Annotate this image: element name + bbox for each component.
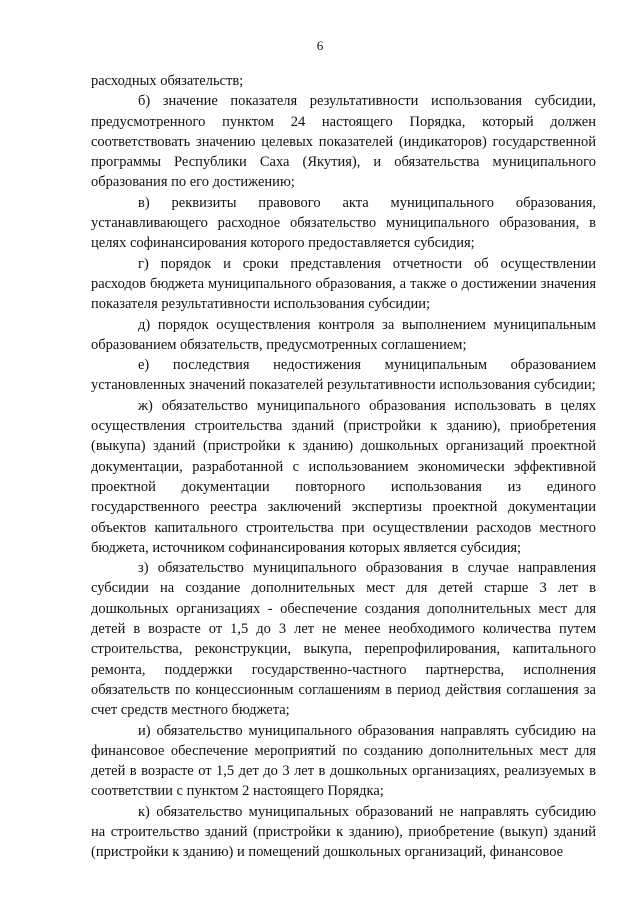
paragraph-item-b: б) значение показателя результативности использования субсидии, предусмотренного пунктом 24 настоящего Порядка, который должен соответствовать значению целевых показателей (индикаторов) государственной программы Республики Саха (Якутия), и обязательства муниципального образования по его достижению; bbox=[91, 93, 596, 191]
page-number: 6 bbox=[316, 38, 324, 53]
paragraph-item-i: и) обязательство муниципального образования направлять субсидию на финансовое обеспечение мероприятий по созданию дополнительных мест для детей в возрасте от 1,5 дет до 3 лет в дошкольных организациях, реализуемых в соответствии с пунктом 2 настоящего Порядка; bbox=[91, 722, 596, 800]
paragraph-continuation: расходных обязательств; bbox=[91, 73, 244, 89]
document-body bbox=[91, 71, 596, 863]
paragraph-item-zh: ж) обязательство муниципального образования использовать в целях осуществления строительства зданий (пристройки к зданию), приобретения (выкупа) зданий (пристройки к зданию) дошкольных организаций проектной документации, разработанной с использованием экономически эффективной проектной документации повторного использования из единого государственного реестра заключений экспертизы проектной документации объектов капитального строительства при осуществлении расходов местного бюджета, источником софинансирования которых является субсидия; bbox=[91, 397, 596, 556]
paragraph-item-k: к) обязательство муниципальных образований не направлять субсидию на строительство зданий (пристройки к зданию), приобретение (выкуп) зданий (пристройки к зданию) и помещений дошкольных организаций, финансовое bbox=[91, 803, 596, 861]
paragraph-item-e: е) последствия недостижения муниципальным образованием установленных значений показателей результативности использования субсидии; bbox=[91, 357, 596, 394]
paragraph-item-v: в) реквизиты правового акта муниципального образования, устанавливающего расходное обязательство муниципального образования, в целях софинансирования которого предоставляется субсидия; bbox=[91, 194, 596, 252]
paragraph-item-g: г) порядок и сроки представления отчетности об осуществлении расходов бюджета муниципального образования, а также о достижении значения показателя результативности использования субсидии; bbox=[91, 255, 596, 313]
paragraph-item-d: д) порядок осуществления контроля за выполнением муниципальным образованием обязательств, предусмотренных соглашением; bbox=[91, 316, 596, 353]
paragraph-item-z: з) обязательство муниципального образования в случае направления субсидии на создание дополнительных мест для детей старше 3 лет в дошкольных организациях - обеспечение создания дополнительных мест для детей в возрасте от 1,5 до 3 лет не менее необходимого количества путем строительства, реконструкции, выкупа, перепрофилирования, капитального ремонта, поддержки государственно-частного партнерства, исполнения обязательств по концессионным соглашениям в период действия соглашения за счет средств местного бюджета; bbox=[91, 560, 596, 719]
